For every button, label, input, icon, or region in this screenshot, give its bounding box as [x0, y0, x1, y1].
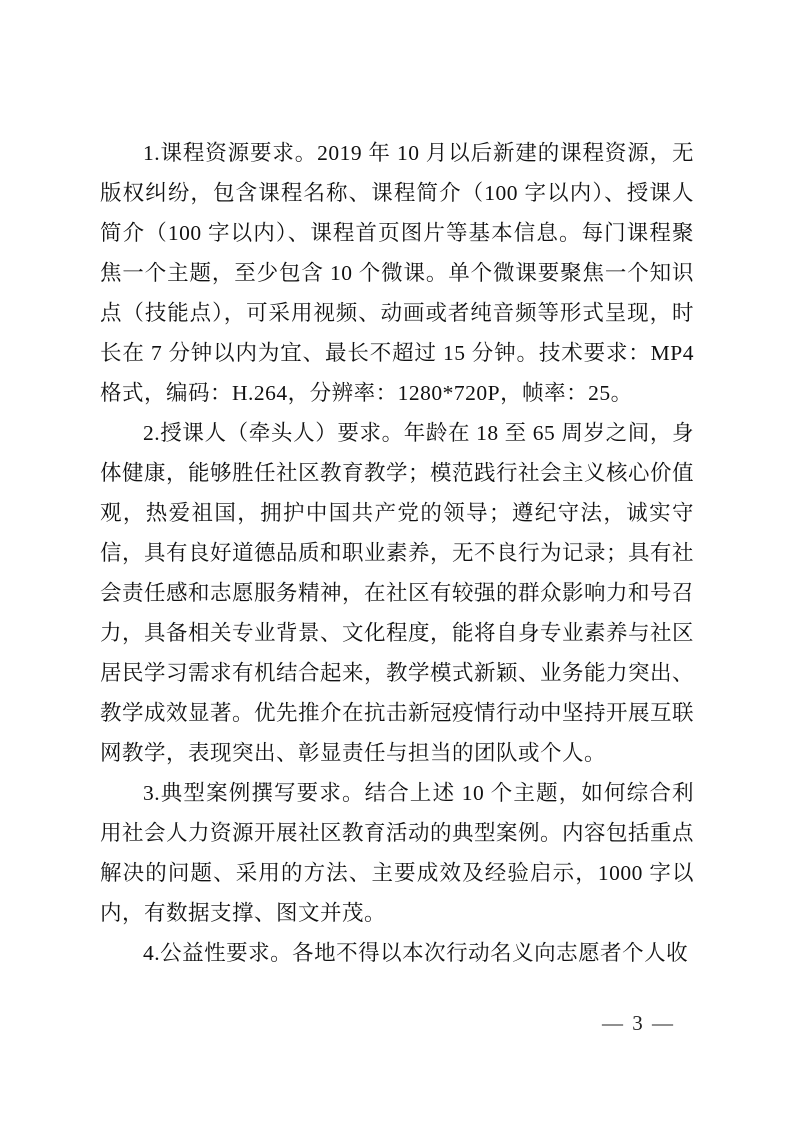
document-body — [100, 133, 694, 973]
paragraph-course-resource-requirements: 1.课程资源要求。2019 年 10 月以后新建的课程资源，无版权纠纷，包含课程名称、课程简介（100 字以内）、授课人简介（100 字以内）、课程首页图片等基本信息。每门课程聚焦一个主题，至少包含 10 个微课。单个微课要聚焦一个知识点（技能点），可采用视频、动画或者纯音频等形式呈现，时长在 7 分钟以内为宜、最长不超过 15 分钟。技术要求：MP4 格式，编码：H.264，分辨率：1280*720P，帧率：25。 — [100, 141, 694, 405]
paragraph-public-welfare-requirements: 4.公益性要求。各地不得以本次行动名义向志愿者个人收 — [143, 941, 689, 965]
paragraph-instructor-requirements: 2.授课人（牵头人）要求。年龄在 18 至 65 周岁之间，身体健康，能够胜任社区教育教学；模范践行社会主义核心价值观，热爱祖国，拥护中国共产党的领导；遵纪守法，诚实守信，具有良好道德品质和职业素养，无不良行为记录；具有社会责任感和志愿服务精神，在社区有较强的群众影响力和号召力，具备相关专业背景、文化程度，能将自身专业素养与社区居民学习需求有机结合起来，教学模式新颖、业务能力突出、教学成效显著。优先推介在抗击新冠疫情行动中坚持开展互联网教学，表现突出、彰显责任与担当的团队或个人。 — [100, 421, 695, 765]
page-number: — 3 — — [602, 1011, 675, 1035]
paragraph-case-study-requirements: 3.典型案例撰写要求。结合上述 10 个主题，如何综合利用社会人力资源开展社区教育活动的典型案例。内容包括重点解决的问题、采用的方法、主要成效及经验启示，1000 字以内，有数据支撑、图文并茂。 — [100, 781, 695, 925]
page-footer — [602, 1010, 675, 1036]
